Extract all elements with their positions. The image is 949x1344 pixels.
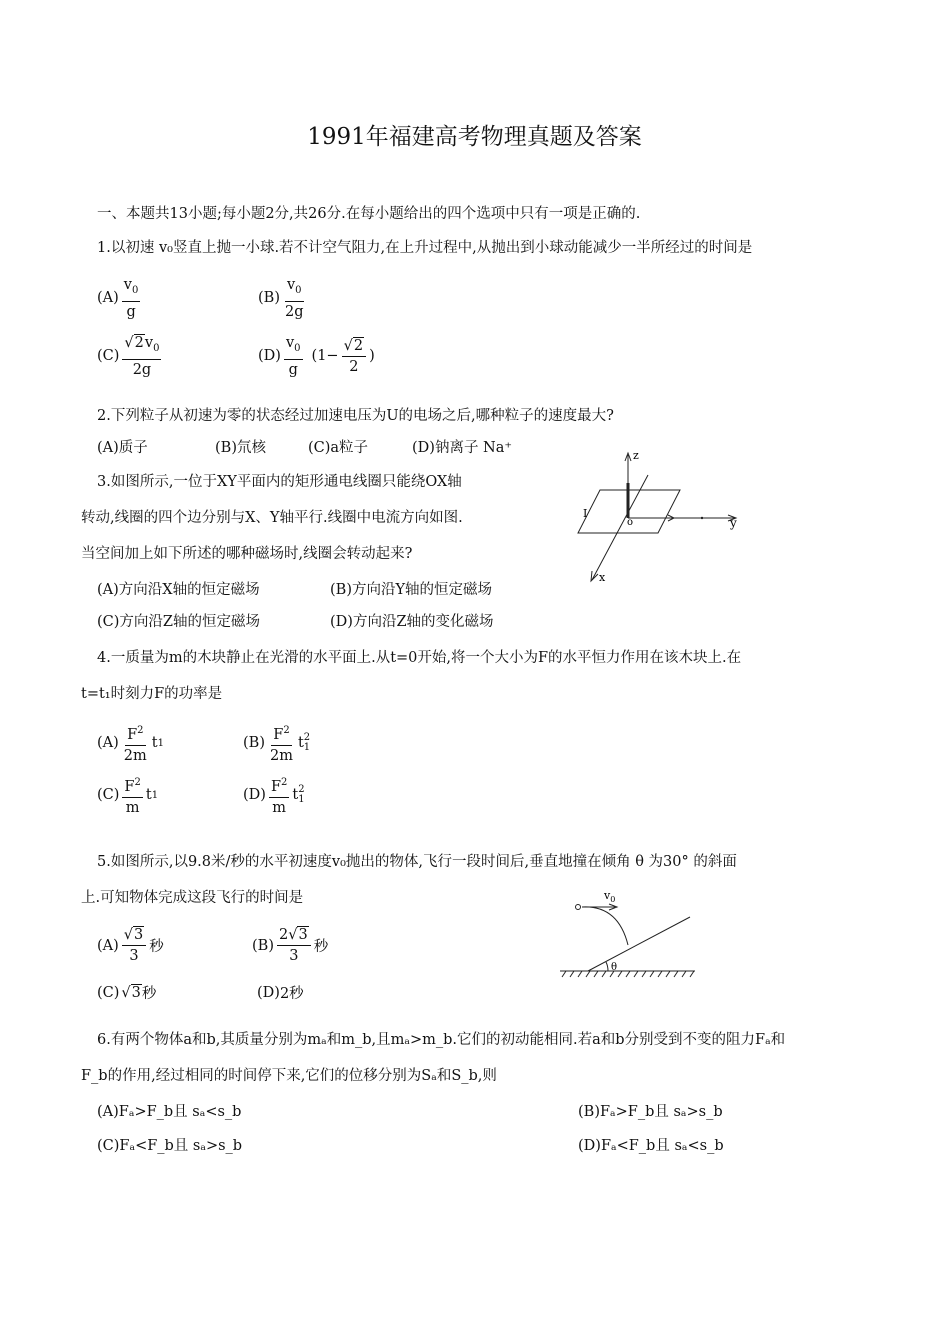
coil-axes-figure	[570, 445, 755, 590]
origin-label: o	[627, 517, 634, 528]
option-label: (C)	[97, 984, 120, 1001]
projectile-incline-figure	[560, 885, 700, 980]
q1-option-d: (D) $\frac{v_0}{g}$ (1− $\frac{√2}{2}$ )	[258, 335, 375, 378]
x-axis	[592, 475, 648, 580]
q3-option-c: (C)方向沿Z轴的恒定磁场	[97, 614, 260, 630]
option-label: (D)	[243, 787, 266, 804]
ground-hatching	[562, 971, 694, 977]
incline-line	[588, 917, 690, 971]
q2-option-c: (C)a粒子	[308, 440, 369, 456]
option-label: (C)	[97, 348, 120, 365]
q4-option-a: (A) $\frac{F^2}{2m}$ t 1	[97, 722, 164, 765]
q5-option-b: (B) $\frac{2√3}{3}$ 秒	[252, 927, 329, 964]
fraction: $\frac{F^2}{2m}$	[268, 722, 295, 765]
q3-option-b: (B)方向沿Y轴的恒定磁场	[330, 582, 493, 598]
q1-option-b	[258, 276, 309, 321]
q4-line1: 4.一质量为m的木块静止在光滑的水平面上.从t=0开始,将一个大小为F的水平恒力作用在该木块上.在	[97, 650, 742, 666]
q6-line1: 6.有两个物体a和b,其质量分别为mₐ和m_b,且mₐ>m_b.它们的初动能相同.若a和b分别受到不变的阻力Fₐ和	[97, 1032, 786, 1048]
q3-line3: 当空间加上如下所述的哪种磁场时,线圈会转动起来?	[81, 546, 413, 562]
option-label: (B)	[252, 937, 274, 954]
option-label: (B)	[243, 735, 265, 752]
q5-option-d: (D) 2秒	[257, 984, 304, 1002]
q2-option-a: (A)质子	[97, 440, 148, 456]
q1-stem: 1.以初速 v₀竖直上抛一小球.若不计空气阻力,在上升过程中,从抛出到小球动能减少一半所经过的时间是	[97, 240, 753, 256]
q2-option-b: (B)氘核	[215, 440, 266, 456]
fraction: $\frac{2√3}{3}$	[277, 926, 311, 965]
q1-option-a	[97, 276, 143, 321]
q6-option-c: (C)Fₐ<F_b且 sₐ>s_b	[97, 1138, 243, 1154]
section-header: 一、本题共13小题;每小题2分,共26分.在每小题给出的四个选项中只有一项是正确的.	[97, 206, 641, 222]
q2-option-d: (D)钠离子 Na⁺	[412, 440, 513, 456]
page-title: 1991年福建高考物理真题及答案	[307, 124, 642, 150]
angle-label: θ	[611, 962, 618, 973]
projectile-ball	[576, 905, 581, 910]
q4-option-b: (B) $\frac{F^2}{2m}$ t 2 1	[243, 722, 310, 765]
fraction: $\frac{√3}{3}$	[122, 926, 146, 965]
fraction: $\frac{F^2}{m}$	[122, 774, 142, 817]
option-label: (A)	[97, 735, 119, 752]
q6-option-b: (B)Fₐ>F_b且 sₐ>s_b	[578, 1104, 723, 1120]
q5-option-c: (C) √3 秒	[97, 984, 157, 1002]
fraction: $\frac{v_0}{g}$	[285, 335, 301, 378]
q6-option-d: (D)Fₐ<F_b且 sₐ<s_b	[578, 1138, 724, 1154]
trajectory	[582, 907, 628, 945]
fraction: $\frac{√2v_0}{2g}$	[124, 335, 160, 378]
z-label: z	[633, 449, 639, 462]
q5-line2: 上.可知物体完成这段飞行的时间是	[81, 890, 304, 906]
fraction: $\frac{√2}{2}$	[342, 337, 366, 376]
option-label: (D)	[257, 984, 280, 1001]
option-label: (A)	[97, 290, 119, 307]
q2-stem: 2.下列粒子从初速为零的状态经过加速电压为U的电场之后,哪种粒子的速度最大?	[97, 408, 614, 424]
q1-option-c	[97, 334, 164, 379]
fraction: $\frac{v_0}{2g}$	[284, 277, 304, 320]
option-label: (C)	[97, 787, 120, 804]
option-label: (A)	[97, 937, 119, 954]
current-label: I	[583, 507, 588, 520]
q6-line2: F_b的作用,经过相同的时间停下来,它们的位移分别为Sₐ和S_b,则	[81, 1068, 497, 1084]
fraction: $\frac{F^2}{m}$	[269, 774, 289, 817]
q3-line1: 3.如图所示,一位于XY平面内的矩形通电线圈只能绕OX轴	[97, 474, 462, 490]
x-label: x	[599, 571, 606, 584]
q4-option-d: (D) $\frac{F^2}{m}$ t 2 1	[243, 774, 305, 817]
q6-option-a: (A)Fₐ>F_b且 sₐ<s_b	[97, 1104, 242, 1120]
y-label: y	[730, 516, 737, 530]
fraction: $\frac{v_0}{g}$	[123, 277, 139, 320]
fraction: $\frac{F^2}{2m}$	[122, 722, 149, 765]
option-label: (B)	[258, 290, 280, 307]
option-label: (D)	[258, 348, 281, 365]
angle-arc	[606, 962, 608, 971]
q5-option-a: (A) $\frac{√3}{3}$ 秒	[97, 927, 164, 964]
q3-option-d: (D)方向沿Z轴的变化磁场	[330, 614, 494, 630]
q4-option-c: (C) $\frac{F^2}{m}$ t 1	[97, 774, 158, 817]
q4-line2: t=t₁时刻力F的功率是	[81, 686, 223, 702]
q3-line2: 转动,线圈的四个边分别与X、Y轴平行.线圈中电流方向如图.	[81, 510, 463, 526]
q5-line1: 5.如图所示,以9.8米/秒的水平初速度v₀抛出的物体,飞行一段时间后,垂直地撞在倾角 θ 为30° 的斜面	[97, 854, 737, 870]
q3-option-a: (A)方向沿X轴的恒定磁场	[97, 582, 260, 598]
velocity-label: $v_0$	[604, 889, 616, 904]
dot-marker	[701, 517, 703, 519]
